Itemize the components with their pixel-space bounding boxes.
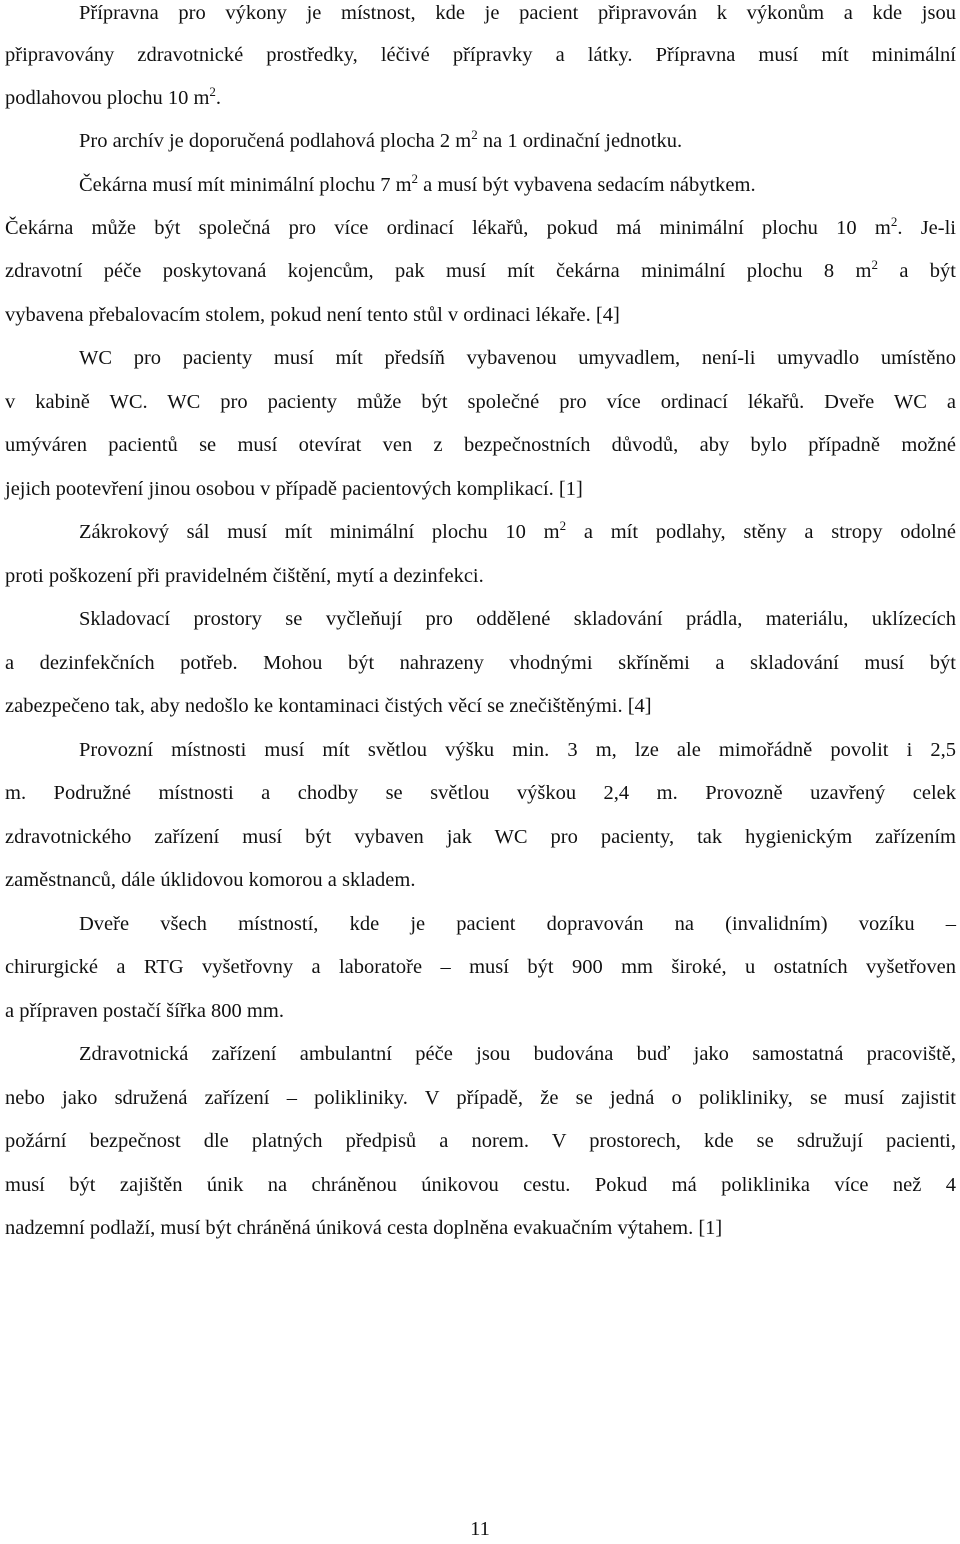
text-line: Zákrokový sál musí mít minimální plochu 10 $m^2$ a mít podlahy, stěny a stropy odolné <box>79 518 956 543</box>
text-line: nadzemní podlaží, musí být chráněná úniková cesta doplněna evakuačním výtahem. [1] <box>5 1217 723 1239</box>
text-line: zaměstnanců, dále úklidovou komorou a skladem. <box>5 869 416 891</box>
text-line: chirurgické a RTG vyšetřovny a laboratoře – musí být 900 mm široké, u ostatních vyšetřoven <box>5 956 956 978</box>
text-line: v kabině WC. WC pro pacienty může být společné pro více ordinací lékařů. Dveře WC a <box>5 391 956 413</box>
superscript: 2 <box>471 127 478 142</box>
text-line: připravovány zdravotnické prostředky, léčivé přípravky a látky. Přípravna musí mít minimální <box>5 44 956 66</box>
text-line: Dveře všech místností, kde je pacient dopravován na (invalidním) vozíku – <box>79 913 956 935</box>
page-number: 11 <box>470 1518 490 1540</box>
text-line: požární bezpečnost dle platných předpisů a norem. V prostorech, kde se sdružují pacienti, <box>5 1130 956 1152</box>
superscript: 2 <box>411 171 419 186</box>
text-line: Čekárna může být společná pro více ordinací lékařů, pokud má minimální plochu 10 $m^2$. Je-li <box>5 214 956 239</box>
superscript: 2 <box>871 257 878 272</box>
text-line: a dezinfekčních potřeb. Mohou být nahrazeny vhodnými skříněmi a skladování musí být <box>5 652 956 674</box>
text-line: vybavena přebalovacím stolem, pokud není tento stůl v ordinaci lékaře. [4] <box>5 304 620 326</box>
text-line: WC pro pacienty musí mít předsíň vybavenou umyvadlem, není-li umyvadlo umístěno <box>79 347 956 369</box>
text-line: Provozní místnosti musí mít světlou výšku min. 3 m, lze ale mimořádně povolit i 2,5 <box>79 739 956 761</box>
text-line: jejich pootevření jinou osobou v případě pacientových komplikací. [1] <box>5 478 583 500</box>
superscript: 2 <box>209 84 216 99</box>
text-line: umýváren pacientů se musí otevírat ven z bezpečnostních důvodů, aby bylo případně možné <box>5 434 956 456</box>
text-line: Čekárna musí mít minimální plochu 7 $m^2$ a musí být vybavena sedacím nábytkem. <box>79 171 756 196</box>
text-line: Přípravna pro výkony je místnost, kde je pacient připravován k výkonům a kde jsou <box>79 2 956 24</box>
text-line: podlahovou plochu 10 $m^2$. <box>5 84 222 109</box>
text-line: zabezpečeno tak, aby nedošlo ke kontaminaci čistých věcí se znečištěnými. [4] <box>5 695 652 717</box>
superscript: 2 <box>890 214 898 229</box>
text-line: zdravotnického zařízení musí být vybaven jak WC pro pacienty, tak hygienickým zařízením <box>5 826 956 848</box>
text-line: nebo jako sdružená zařízení – polikliniky. V případě, že se jedná o polikliniky, se musí zajistit <box>5 1087 956 1109</box>
text-line: musí být zajištěn únik na chráněnou únikovou cestu. Pokud má poliklinika více než 4 <box>5 1174 956 1196</box>
text-line: m. Podružné místnosti a chodby se světlou výškou 2,4 m. Provozně uzavřený celek <box>5 782 956 804</box>
text-line: proti poškození při pravidelném čištění, mytí a dezinfekci. <box>5 565 484 587</box>
text-line: zdravotní péče poskytovaná kojencům, pak musí mít čekárna minimální plochu 8 $m^2$ a být <box>5 257 956 282</box>
text-line: a přípraven postačí šířka 800 mm. <box>5 1000 284 1022</box>
superscript: 2 <box>559 518 567 533</box>
text-line: Skladovací prostory se vyčleňují pro oddělené skladování prádla, materiálu, uklízecích <box>79 608 956 630</box>
text-line: Zdravotnická zařízení ambulantní péče jsou budována buď jako samostatná pracoviště, <box>79 1043 956 1065</box>
text-line: Pro archív je doporučená podlahová plocha 2 $m^2$ na 1 ordinační jednotku. <box>79 127 683 152</box>
